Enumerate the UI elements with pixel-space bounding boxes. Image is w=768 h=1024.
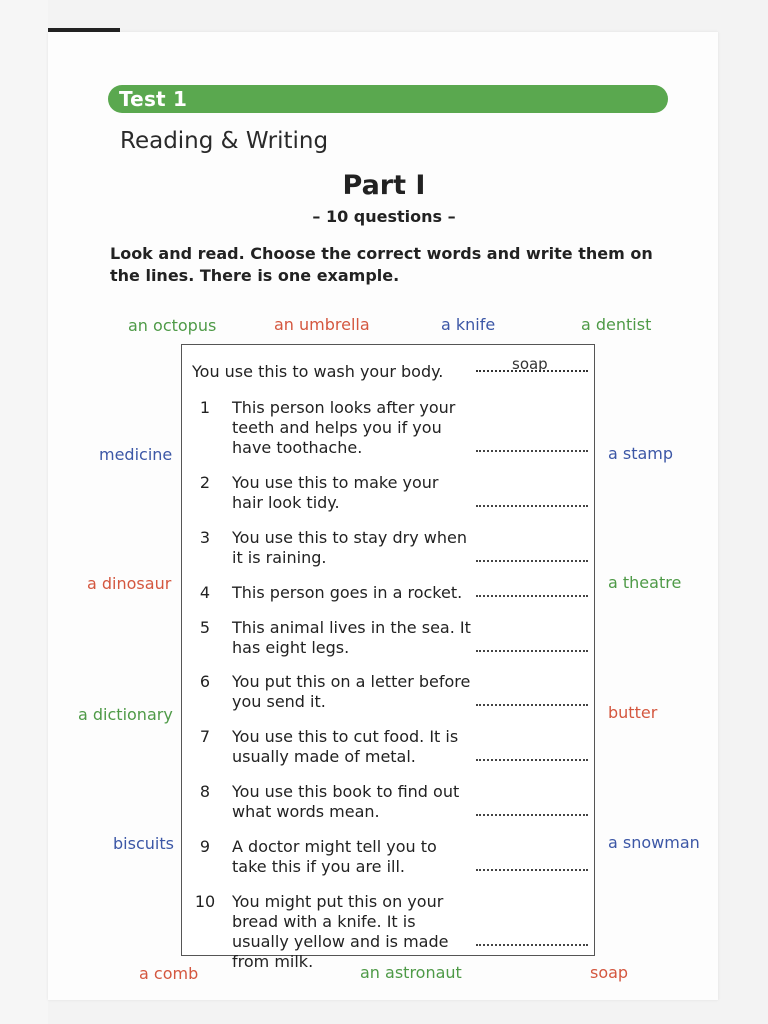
question-number: 10 — [194, 892, 216, 911]
answer-line[interactable] — [476, 759, 588, 761]
question-text: You use this to cut food. It is usually made of metal. — [232, 727, 459, 766]
question-number: 3 — [199, 528, 211, 547]
word-an-astronaut: an astronaut — [360, 963, 462, 982]
example-answer: soap — [512, 355, 548, 373]
word-soap: soap — [590, 963, 629, 982]
instructions: Look and read. Choose the correct words and write them on the lines. There is one example. — [110, 244, 653, 285]
section-title: Reading & Writing — [120, 128, 329, 154]
answer-line[interactable] — [476, 650, 588, 652]
answer-line[interactable] — [476, 505, 588, 507]
question-number: 1 — [199, 398, 211, 417]
question-number: 8 — [199, 782, 211, 801]
word-a-theatre: a theatre — [608, 573, 682, 592]
word-a-comb: a comb — [139, 964, 199, 983]
scan-margin — [0, 0, 48, 1024]
scan-edge — [48, 28, 120, 32]
question-number: 4 — [199, 583, 211, 602]
answer-line[interactable] — [476, 814, 588, 816]
answer-line[interactable] — [476, 944, 588, 946]
test-label: Test 1 — [119, 87, 188, 111]
word-biscuits: biscuits — [113, 834, 174, 853]
part-title: Part I — [342, 170, 426, 201]
word-a-dentist: a dentist — [581, 315, 652, 334]
word-a-knife: a knife — [441, 315, 496, 334]
question-text: This animal lives in the sea. It has eight legs. — [232, 618, 471, 657]
question-text: You might put this on your bread with a knife. It is usually yellow and is made from milk. — [232, 892, 449, 971]
word-butter: butter — [608, 703, 658, 722]
answer-line[interactable] — [476, 560, 588, 562]
question-text: This person goes in a rocket. — [232, 583, 463, 602]
question-number: 2 — [199, 473, 211, 492]
test-banner — [108, 85, 668, 113]
answer-line[interactable] — [476, 450, 588, 452]
question-text: You use this to make your hair look tidy. — [232, 473, 439, 512]
question-text: You put this on a letter before you send it. — [232, 672, 471, 711]
question-number: 9 — [199, 837, 211, 856]
word-a-dinosaur: a dinosaur — [87, 574, 172, 593]
word-a-snowman: a snowman — [608, 833, 700, 852]
question-number: 7 — [199, 727, 211, 746]
word-a-stamp: a stamp — [608, 444, 674, 463]
question-number: 5 — [199, 618, 211, 637]
question-count: – 10 questions – — [312, 207, 456, 226]
question-number: 6 — [199, 672, 211, 691]
word-medicine: medicine — [99, 445, 173, 464]
answer-line[interactable] — [476, 869, 588, 871]
word-a-dictionary: a dictionary — [78, 705, 173, 724]
answer-line[interactable] — [476, 595, 588, 597]
question-text: This person looks after your teeth and helps you if you have toothache. — [232, 398, 456, 457]
question-text: You use this to stay dry when it is raining. — [232, 528, 467, 567]
question-text: You use this book to find out what words mean. — [232, 782, 460, 821]
answer-line[interactable] — [476, 704, 588, 706]
word-an-umbrella: an umbrella — [274, 315, 370, 334]
question-text: A doctor might tell you to take this if you are ill. — [232, 837, 437, 876]
word-an-octopus: an octopus — [128, 316, 217, 335]
example-text: You use this to wash your body. — [192, 362, 444, 381]
